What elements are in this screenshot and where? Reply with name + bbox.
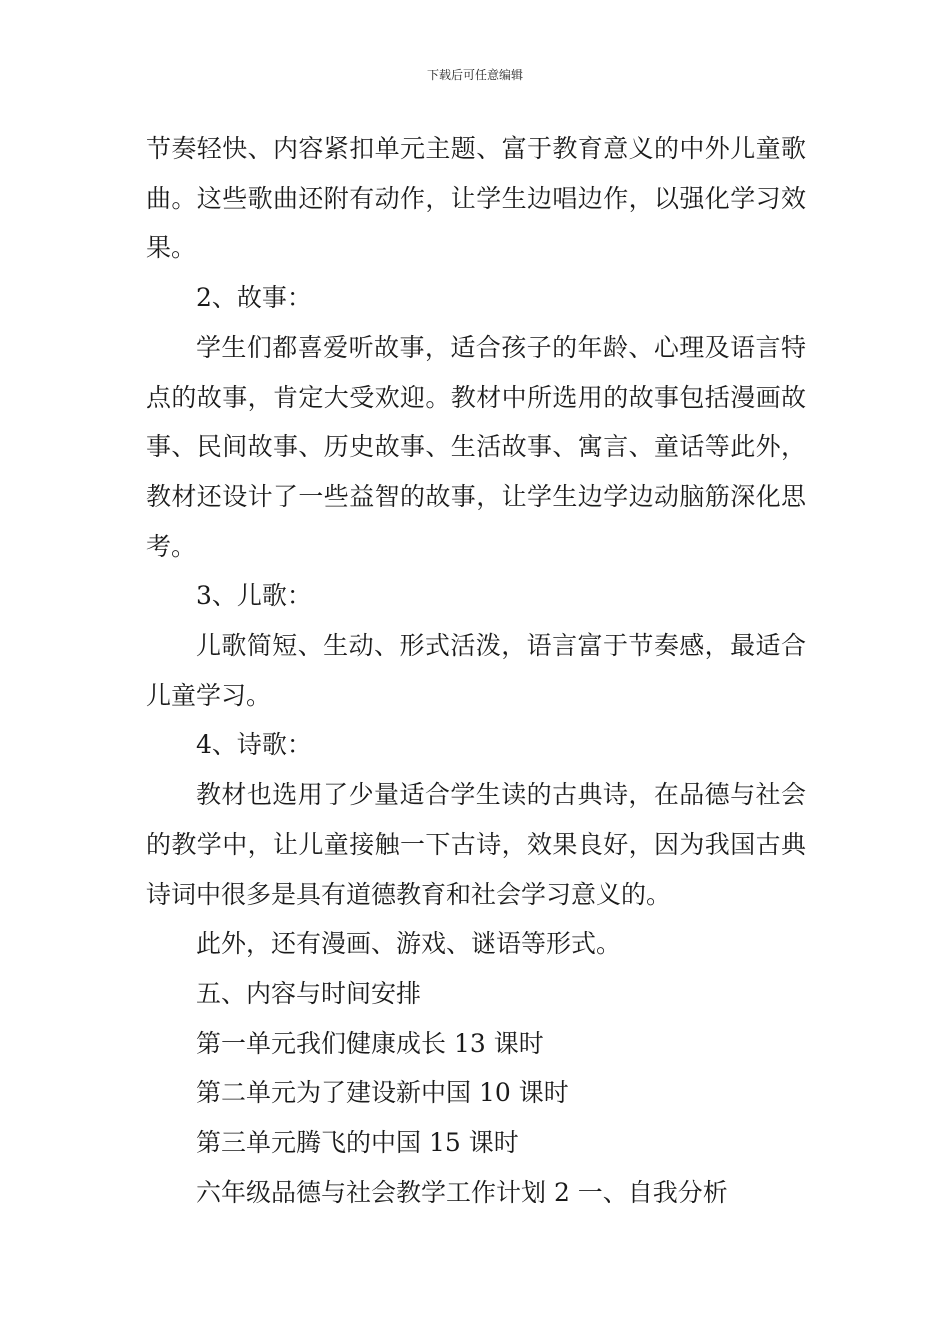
paragraph-stories: 学生们都喜爱听故事，适合孩子的年龄、心理及语言特点的故事，肯定大受欢迎。教材中所选用的故事包括漫画故事、民间故事、历史故事、生活故事、寓言、童话等此外，教材还设计了一些益智的故事，让学生边学边动脑筋深化思考。	[146, 332, 806, 561]
schedule-unit-2: 第二单元为了建设新中国 10 课时	[196, 1078, 569, 1108]
paragraph-poems: 教材也选用了少量适合学生读的古典诗，在品德与社会的教学中，让儿童接触一下古诗，效果良好，因为我国古典诗词中很多是具有道德教育和社会学习意义的。	[146, 780, 806, 909]
heading-poems: 4、诗歌：	[196, 730, 312, 760]
paragraph-other-forms: 此外，还有漫画、游戏、谜语等形式。	[196, 929, 622, 959]
heading-schedule: 五、内容与时间安排	[196, 978, 422, 1008]
heading-plan-2: 六年级品德与社会教学工作计划 2 一、自我分析	[196, 1177, 728, 1207]
paragraph-nursery-rhymes: 儿歌简短、生动、形式活泼，语言富于节奏感，最适合儿童学习。	[146, 631, 806, 710]
heading-stories: 2、故事：	[196, 283, 312, 313]
schedule-unit-3: 第三单元腾飞的中国 15 课时	[196, 1128, 519, 1158]
heading-nursery-rhymes: 3、儿歌：	[196, 581, 312, 611]
schedule-unit-1: 第一单元我们健康成长 13 课时	[196, 1028, 544, 1058]
paragraph-songs-continued: 节奏轻快、内容紧扣单元主题、富于教育意义的中外儿童歌曲。这些歌曲还附有动作，让学生边唱边作，以强化学习效果。	[146, 134, 806, 263]
page-header: 下载后可任意编辑	[426, 68, 523, 82]
body-text	[146, 124, 806, 1217]
